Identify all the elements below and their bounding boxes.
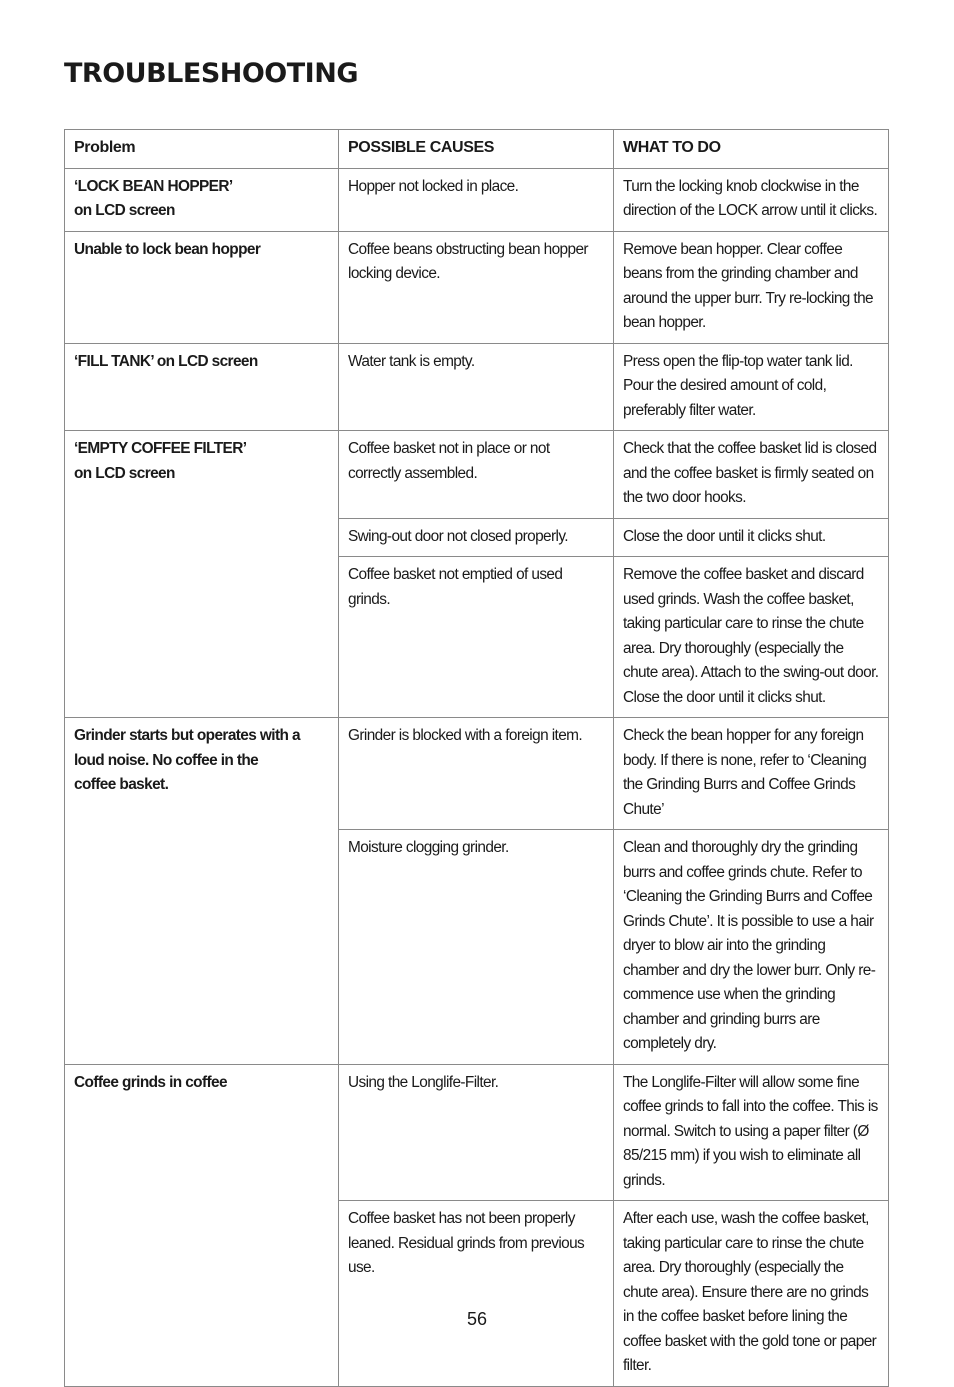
what-to-do-cell: Press open the flip-top water tank lid. Pour the desired amount of cold, preferably filter water. bbox=[614, 343, 889, 431]
problem-cell bbox=[65, 718, 339, 1065]
problem-text: Unable to lock bean hopper bbox=[74, 240, 261, 258]
problem-cell bbox=[65, 231, 339, 343]
what-to-do-cell: Remove bean hopper. Clear coffee beans from the grinding chamber and around the upper burr. Try re-locking the bean hopper. bbox=[614, 231, 889, 343]
possible-cause-cell: Hopper not locked in place. bbox=[339, 168, 614, 231]
table-row bbox=[65, 168, 889, 231]
troubleshooting-table bbox=[64, 129, 889, 1387]
header-what-to-do: WHAT TO DO bbox=[614, 130, 889, 169]
what-to-do-cell: Remove the coffee basket and discard used grinds. Wash the coffee basket, taking particular care to rinse the chute area. Dry thoroughly (especially the chute area). Attach to the swing-out door. Close the door until it clicks shut. bbox=[614, 557, 889, 718]
possible-cause-cell: Moisture clogging grinder. bbox=[339, 830, 614, 1065]
table-row bbox=[65, 231, 889, 343]
page-title: TROUBLESHOOTING bbox=[64, 58, 358, 89]
possible-cause-cell: Grinder is blocked with a foreign item. bbox=[339, 718, 614, 830]
header-row bbox=[65, 130, 889, 169]
what-to-do-cell: Check that the coffee basket lid is closed and the coffee basket is firmly seated on the two door hooks. bbox=[614, 431, 889, 519]
problem-text: loud noise. No coffee in the bbox=[74, 751, 259, 769]
problem-text: ‘FILL TANK’ on LCD screen bbox=[74, 352, 258, 370]
possible-cause-cell: Coffee beans obstructing bean hopper locking device. bbox=[339, 231, 614, 343]
problem-cell bbox=[65, 168, 339, 231]
what-to-do-cell: Check the bean hopper for any foreign body. If there is none, refer to ‘Cleaning the Grinding Burrs and Coffee Grinds Chute’ bbox=[614, 718, 889, 830]
table-row bbox=[65, 718, 889, 830]
problem-cell bbox=[65, 343, 339, 431]
what-to-do-cell: After each use, wash the coffee basket, taking particular care to rinse the chute area. Dry thoroughly (especially the chute area). Ensure there are no grinds in the coffee basket before lining the coffee basket with the gold tone or paper filter. bbox=[614, 1201, 889, 1387]
possible-cause-cell: Coffee basket has not been properly leaned. Residual grinds from previous use. bbox=[339, 1201, 614, 1387]
what-to-do-cell: Turn the locking knob clockwise in the direction of the LOCK arrow until it clicks. bbox=[614, 168, 889, 231]
what-to-do-cell: Clean and thoroughly dry the grinding burrs and coffee grinds chute. Refer to ‘Cleaning the Grinding Burrs and Coffee Grinds Chute’. It is possible to use a hair dryer to blow air into the grinding chamber and dry the lower burr. Only re-commence use when the grinding chamber and grinding burrs are completely dry. bbox=[614, 830, 889, 1065]
header-problem: Problem bbox=[65, 130, 339, 169]
what-to-do-cell: The Longlife-Filter will allow some fine coffee grinds to fall into the coffee. This is normal. Switch to using a paper filter (Ø 85/215 mm) if you wish to eliminate all grinds. bbox=[614, 1064, 889, 1201]
possible-cause-cell: Coffee basket not emptied of used grinds. bbox=[339, 557, 614, 718]
header-possible-causes: POSSIBLE CAUSES bbox=[339, 130, 614, 169]
problem-text: Grinder starts but operates with a bbox=[74, 727, 300, 744]
page-number: 56 bbox=[466, 1309, 488, 1329]
table-row bbox=[65, 1064, 889, 1201]
problem-text: ‘LOCK BEAN HOPPER’ bbox=[74, 177, 233, 195]
problem-text: coffee basket. bbox=[74, 776, 169, 793]
problem-text: on LCD screen bbox=[74, 202, 175, 219]
problem-cell bbox=[65, 431, 339, 718]
problem-text: ‘EMPTY COFFEE FILTER’ bbox=[74, 440, 247, 457]
table-header bbox=[65, 130, 889, 169]
table-row bbox=[65, 343, 889, 431]
problem-text: on LCD screen bbox=[74, 464, 175, 482]
possible-cause-cell: Coffee basket not in place or not correctly assembled. bbox=[339, 431, 614, 519]
table-row bbox=[65, 431, 889, 519]
table-body bbox=[65, 168, 889, 1386]
possible-cause-cell: Using the Longlife-Filter. bbox=[339, 1064, 614, 1201]
what-to-do-cell: Close the door until it clicks shut. bbox=[614, 518, 889, 557]
problem-cell bbox=[65, 1064, 339, 1386]
possible-cause-cell: Water tank is empty. bbox=[339, 343, 614, 431]
problem-text: Coffee grinds in coffee bbox=[74, 1073, 227, 1091]
possible-cause-cell: Swing-out door not closed properly. bbox=[339, 518, 614, 557]
